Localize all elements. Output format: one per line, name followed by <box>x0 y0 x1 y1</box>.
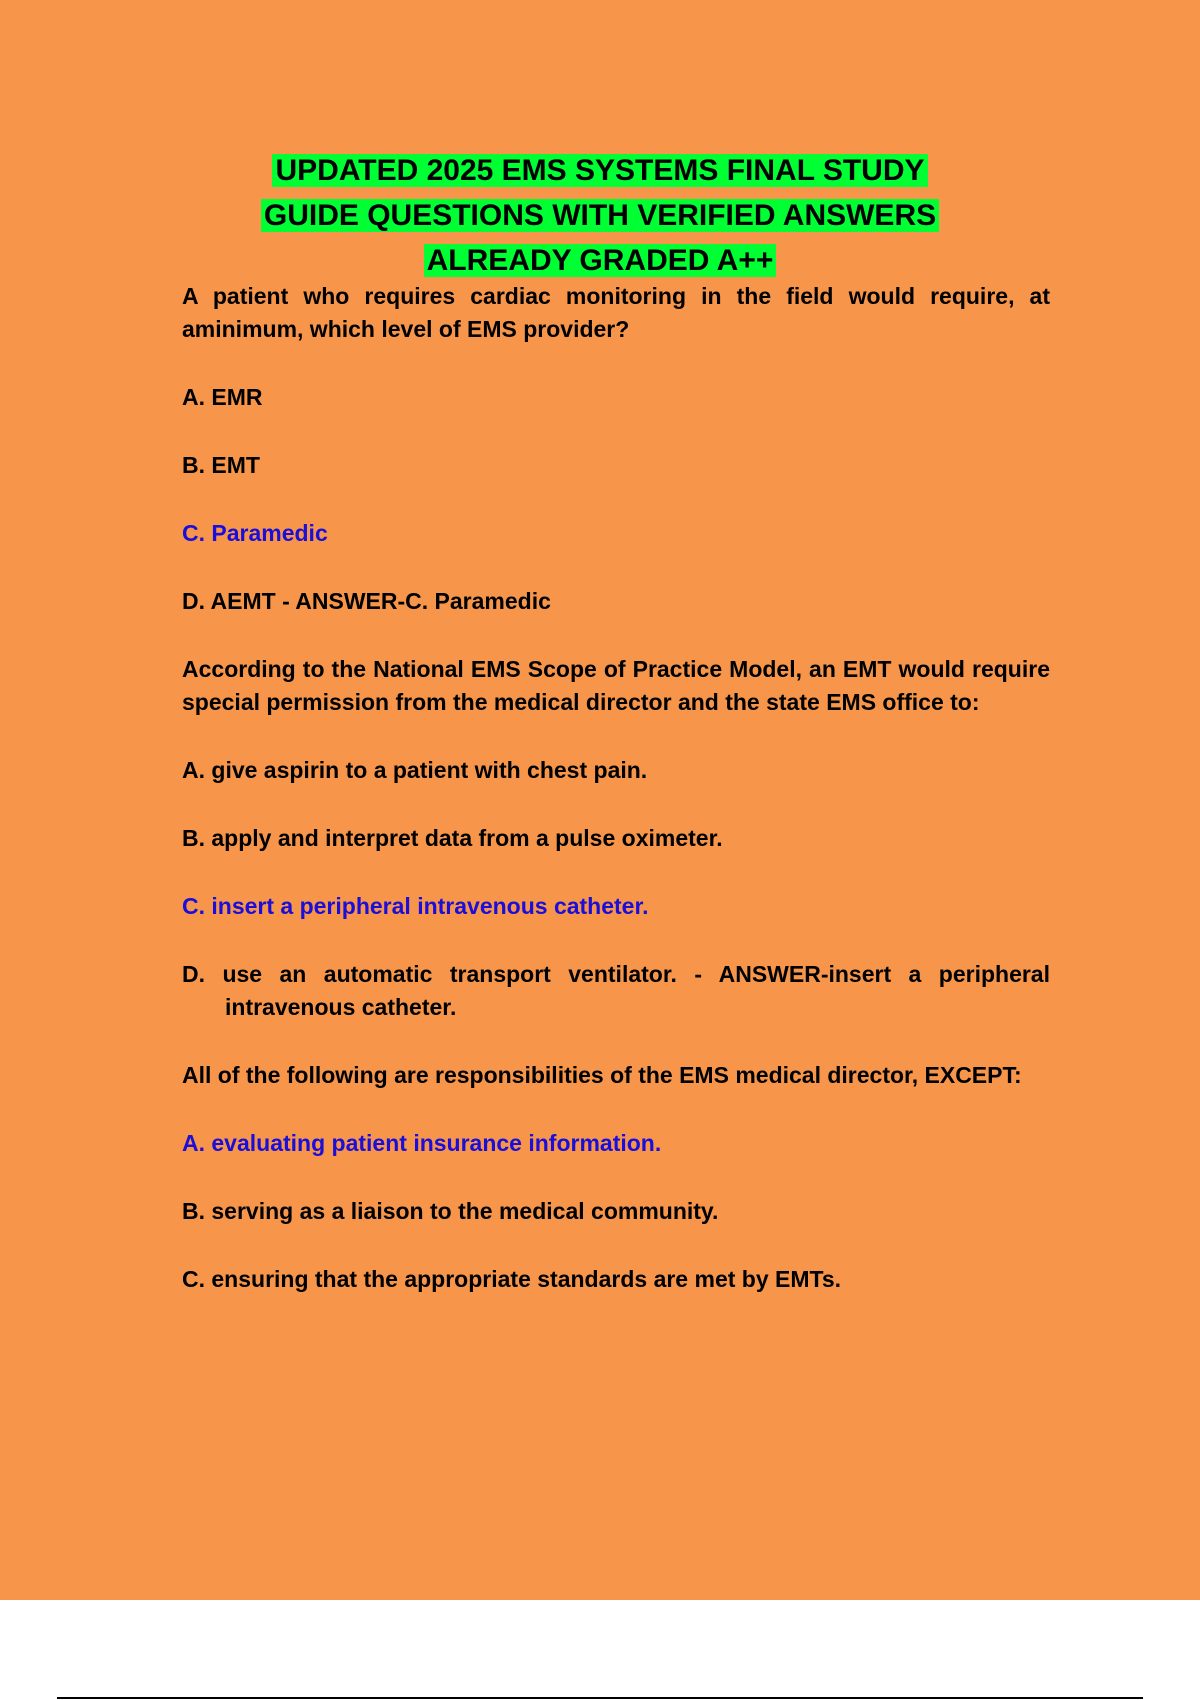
question-1-option-c-correct: C. Paramedic <box>182 520 328 546</box>
question-3: All of the following are responsibilities of the EMS medical director, EXCEPT: <box>182 1062 1022 1088</box>
question-1-option-b: B. EMT <box>182 452 260 478</box>
question-3-option-a-correct: A. evaluating patient insurance information. <box>182 1130 662 1156</box>
question-1: A patient who requires cardiac monitoring in the field would require, at aminimum, which level of EMS provider? <box>182 283 1050 342</box>
question-2-option-d: D. use an automatic transport ventilator. - ANSWER-insert a peripheral intravenous catheter. <box>182 961 1050 1020</box>
question-2: According to the National EMS Scope of Practice Model, an EMT would require special permission from the medical director and the state EMS office to: <box>182 656 1050 715</box>
question-2-option-c-correct: C. insert a peripheral intravenous catheter. <box>182 893 649 919</box>
title-line-2: GUIDE QUESTIONS WITH VERIFIED ANSWERS <box>261 199 939 232</box>
question-2-option-a: A. give aspirin to a patient with chest pain. <box>182 757 648 783</box>
footer-divider <box>57 1697 1143 1699</box>
question-3-option-c: C. ensuring that the appropriate standards are met by EMTs. <box>182 1266 842 1292</box>
title-line-3: ALREADY GRADED A++ <box>424 244 777 277</box>
document-title <box>0 148 1200 283</box>
question-3-option-b: B. serving as a liaison to the medical community. <box>182 1198 719 1224</box>
question-1-option-a: A. EMR <box>182 384 263 410</box>
question-1-option-d: D. AEMT - ANSWER-C. Paramedic <box>182 588 551 614</box>
question-2-option-b: B. apply and interpret data from a pulse oximeter. <box>182 825 723 851</box>
title-line-1: UPDATED 2025 EMS SYSTEMS FINAL STUDY <box>272 154 927 187</box>
document-body <box>182 280 1050 1331</box>
